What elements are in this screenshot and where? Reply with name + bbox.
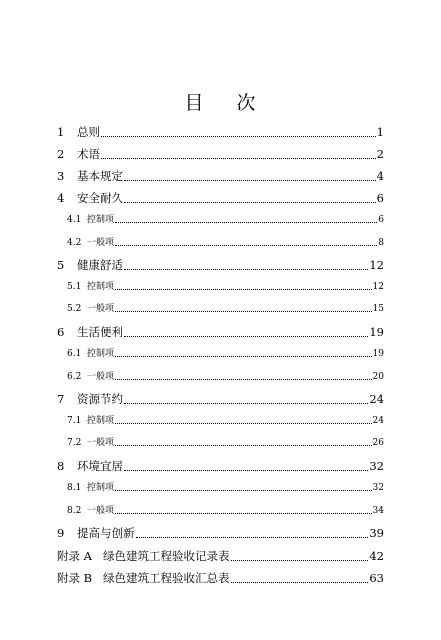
toc-entry-number: 7.1 <box>67 416 82 426</box>
dot-leader <box>115 379 372 380</box>
dot-leader <box>115 445 372 446</box>
title-char: 目 <box>184 92 205 114</box>
toc-entry-page: 8 <box>378 238 384 248</box>
toc-subentry[interactable] <box>67 301 384 314</box>
toc-entry-number: 4 <box>57 191 65 205</box>
dot-leader <box>124 403 368 404</box>
toc-entry-number: 4.1 <box>67 215 82 225</box>
title-char: 次 <box>236 92 257 114</box>
toc-entry-number: 附录 A <box>57 549 92 563</box>
toc-entry-number: 7.2 <box>67 438 82 448</box>
toc-entry[interactable] <box>57 257 384 273</box>
toc-entry[interactable] <box>57 146 384 162</box>
toc-subentry[interactable] <box>67 435 384 448</box>
dot-leader <box>124 180 376 181</box>
toc-entry-label: 控制项 <box>87 215 115 225</box>
toc-entry-page: 6 <box>378 215 384 225</box>
toc-subentry[interactable] <box>67 279 384 292</box>
toc-entry-number: 8 <box>57 459 65 473</box>
toc-subentry[interactable] <box>67 212 384 225</box>
toc-entry[interactable] <box>57 190 384 206</box>
toc-entry-page: 24 <box>372 416 384 426</box>
toc-entry[interactable] <box>57 168 384 184</box>
toc-entry[interactable] <box>57 324 384 340</box>
toc-entry-label: 控制项 <box>87 416 115 426</box>
toc-entry-label: 健康舒适 <box>77 258 123 272</box>
dot-leader <box>101 158 376 159</box>
toc-entry-page: 19 <box>369 325 384 339</box>
toc-entry-number: 7 <box>57 392 65 406</box>
dot-leader <box>115 222 377 223</box>
toc-entry-number: 6.2 <box>67 372 82 382</box>
toc-entry-number: 1 <box>57 125 65 139</box>
dot-leader <box>231 560 369 561</box>
toc-entry-page: 20 <box>372 372 384 382</box>
toc-entry-page: 34 <box>372 506 384 516</box>
toc-entry-label: 控制项 <box>87 349 115 359</box>
toc-entry-number: 5 <box>57 258 65 272</box>
toc-subentry[interactable] <box>67 413 384 426</box>
dot-leader <box>115 490 372 491</box>
toc-entry-label: 一般项 <box>87 238 115 248</box>
dot-leader <box>124 470 368 471</box>
toc-entry-page: 2 <box>376 147 384 161</box>
toc-entry-number: 2 <box>57 147 65 161</box>
toc-entry-page: 32 <box>372 483 384 493</box>
toc-subentry[interactable] <box>67 369 384 382</box>
toc-entry-label: 一般项 <box>87 372 115 382</box>
dot-leader <box>136 537 369 538</box>
toc-entry-page: 39 <box>369 526 384 540</box>
dot-leader <box>115 245 377 246</box>
toc-entry-page: 42 <box>369 549 384 563</box>
dot-leader <box>115 423 372 424</box>
toc-entry-label: 绿色建筑工程验收汇总表 <box>103 571 230 585</box>
toc-entry-number: 附录 B <box>57 571 93 585</box>
toc-entry-page: 26 <box>372 438 384 448</box>
toc-entry-label: 控制项 <box>87 282 115 292</box>
toc-entry-page: 12 <box>369 258 384 272</box>
toc-entry-number: 6.1 <box>67 349 82 359</box>
toc-entry-number: 5.2 <box>67 304 82 314</box>
toc-entry-label: 基本规定 <box>77 169 123 183</box>
dot-leader <box>115 289 372 290</box>
toc-entry[interactable] <box>57 391 384 407</box>
toc-entry-label: 生活便利 <box>77 325 123 339</box>
toc-entry-page: 32 <box>369 459 384 473</box>
toc-entry-label: 术语 <box>77 147 100 161</box>
toc-entry-number: 5.1 <box>67 282 82 292</box>
toc-entry[interactable] <box>57 548 384 564</box>
toc-entry-page: 12 <box>372 282 384 292</box>
toc-entry-label: 安全耐久 <box>77 191 123 205</box>
page-title <box>0 88 441 115</box>
toc-entry-label: 提高与创新 <box>77 526 135 540</box>
toc-entry-number: 9 <box>57 526 65 540</box>
toc-entry-page: 15 <box>372 304 384 314</box>
toc-entry-number: 3 <box>57 169 65 183</box>
toc-entry-label: 一般项 <box>87 506 115 516</box>
toc-subentry[interactable] <box>67 235 384 248</box>
dot-leader <box>124 269 368 270</box>
toc-entry-number: 6 <box>57 325 65 339</box>
dot-leader <box>124 336 368 337</box>
toc-entry-number: 8.1 <box>67 483 82 493</box>
toc-subentry[interactable] <box>67 503 384 516</box>
toc-entry-page: 24 <box>369 392 384 406</box>
dot-leader <box>101 136 376 137</box>
toc-entry-page: 1 <box>376 125 384 139</box>
toc-subentry[interactable] <box>67 346 384 359</box>
toc-entry[interactable] <box>57 570 384 586</box>
toc-entry-label: 绿色建筑工程验收记录表 <box>103 549 230 563</box>
toc-subentry[interactable] <box>67 480 384 493</box>
toc-entry-label: 资源节约 <box>77 392 123 406</box>
toc-entry-page: 6 <box>376 191 384 205</box>
toc-entry-label: 环境宜居 <box>77 459 123 473</box>
toc-entry[interactable] <box>57 525 384 541</box>
toc-entry-label: 一般项 <box>87 438 115 448</box>
toc-entry-page: 19 <box>372 349 384 359</box>
dot-leader <box>115 311 372 312</box>
toc-entry[interactable] <box>57 124 384 140</box>
toc-entry[interactable] <box>57 458 384 474</box>
toc-entry-number: 8.2 <box>67 506 82 516</box>
dot-leader <box>115 356 372 357</box>
toc-entry-number: 4.2 <box>67 238 82 248</box>
toc-entry-label: 总则 <box>77 125 100 139</box>
toc-entry-label: 一般项 <box>87 304 115 314</box>
dot-leader <box>115 513 372 514</box>
dot-leader <box>231 582 369 583</box>
toc-entry-page: 63 <box>369 571 384 585</box>
toc-entry-label: 控制项 <box>87 483 115 493</box>
dot-leader <box>124 202 376 203</box>
toc-entry-page: 4 <box>376 169 384 183</box>
